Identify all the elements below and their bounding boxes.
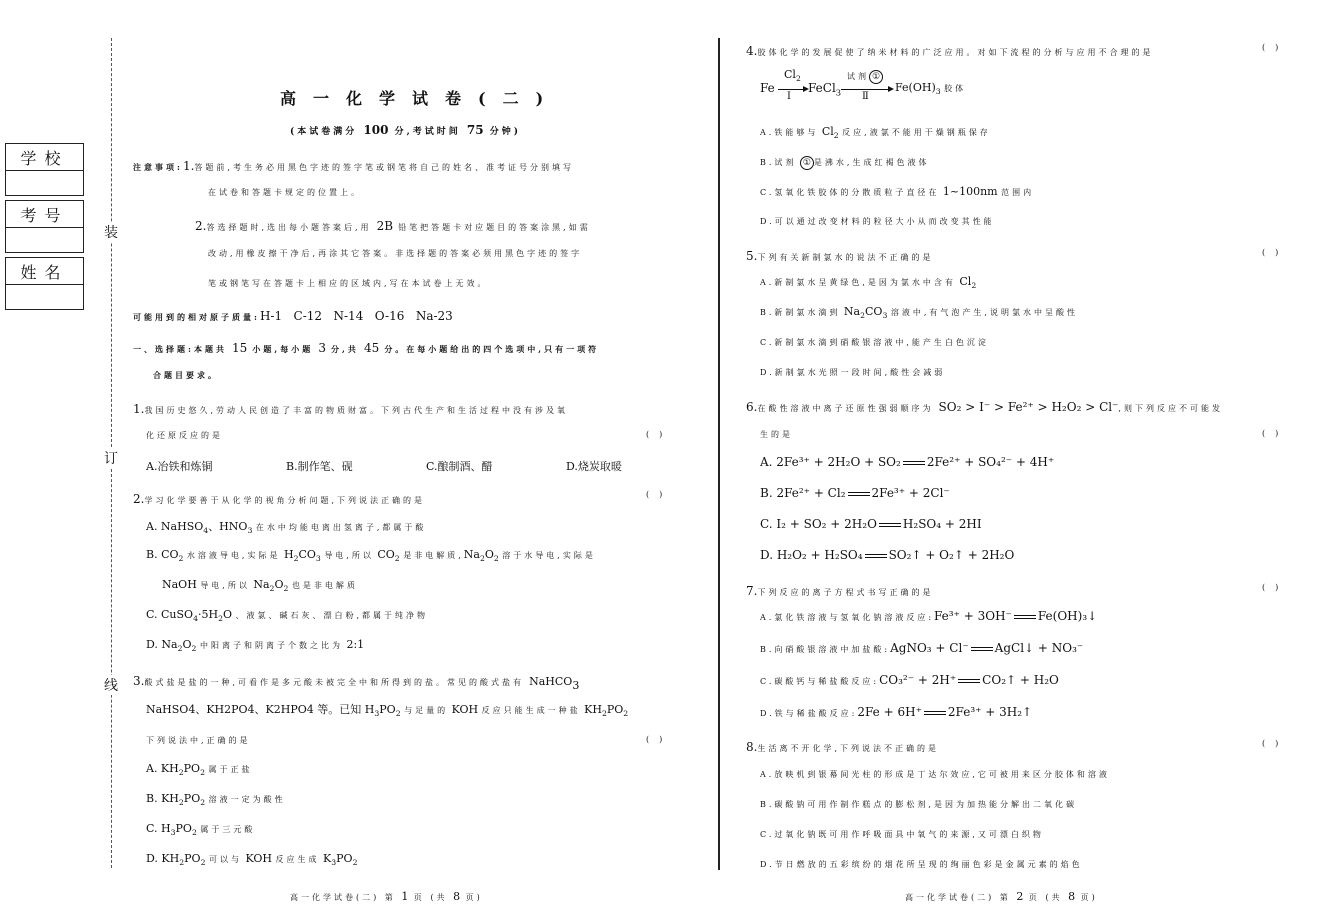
- school-field[interactable]: [6, 171, 83, 195]
- flow-reagent: 试剂 ①: [847, 70, 883, 84]
- q8-option-d[interactable]: D.节日燃放的五彩缤纷的烟花所呈现的绚丽色彩是金属元素的焰色: [760, 860, 1083, 869]
- school-label: 学校: [6, 144, 83, 171]
- q4-option-a[interactable]: A.铁能够与 $Cl_2$ 反应,液氯不能用干燥钢瓶保存: [760, 125, 991, 141]
- q6-stem-cont: 生的是: [760, 430, 793, 439]
- q4-option-d[interactable]: D.可以通过改变材料的粒径大小从而改变其性能: [760, 217, 995, 226]
- q3-option-a[interactable]: A. $KH_2PO_2$ 属于正盐: [146, 762, 253, 778]
- q5-stem: 5.下列有关新制氯水的说法不正确的是: [746, 249, 934, 263]
- flow-arrow-2-head: [888, 86, 894, 92]
- flow-fecl3: FeCl$_3$: [808, 81, 842, 98]
- footer-page-1: 高一化学试卷(二) 第 1 页 (共 8 页): [290, 890, 483, 903]
- notes-line-1: 注意事项:1.答题前,考生务必用黑色字迹的签字笔或钢笔将自己的姓名、准考证号分别填写: [133, 159, 574, 173]
- flow-arrow-1: [778, 89, 804, 90]
- q3-stem-cont-2: 下列说法中,正确的是: [146, 736, 251, 745]
- flow-step-2: Ⅱ: [862, 91, 869, 102]
- q7-option-b[interactable]: B.向硝酸银溶液中加盐酸:AgNO₃ + Cl⁻ AgCl↓ + NO₃⁻: [760, 641, 1084, 655]
- notes-line-3: 2.答选择题时,选出每小题答案后,用 2B 铅笔把答题卡对应题目的答案涂黑,如需: [195, 219, 591, 233]
- footer-page-2: 高一化学试卷(二) 第 2 页 (共 8 页): [905, 890, 1098, 903]
- q8-answer-paren[interactable]: (): [1262, 739, 1289, 748]
- page-title: 高一化学试卷(二): [280, 89, 561, 108]
- q1-option-d[interactable]: D.烧炭取暖: [566, 460, 622, 473]
- section-1-heading-cont: 合题目要求。: [153, 370, 219, 380]
- q6-option-b[interactable]: B. 2Fe²⁺ + Cl₂ 2Fe³⁺ + 2Cl⁻: [760, 486, 950, 500]
- name-label: 姓名: [6, 258, 83, 285]
- q2-option-d[interactable]: D. $Na_2O_2$ 中阳离子和阴离子个数之比为 2:1: [146, 638, 365, 654]
- q7-option-a[interactable]: A.氯化铁溶液与氢氧化钠溶液反应:Fe³⁺ + 3OH⁻ Fe(OH)₃↓: [760, 609, 1098, 623]
- name-box: [5, 257, 84, 310]
- q3-option-c[interactable]: C. $H_3PO_2$ 属于三元酸: [146, 822, 256, 838]
- q4-answer-paren[interactable]: (): [1262, 43, 1289, 52]
- q3-stem: 3.酸式盐是盐的一种,可看作是多元酸未被完全中和所得到的盐。常见的酸式盐有 NaHCO$_3$: [133, 674, 580, 693]
- binding-zhuang: 装: [104, 222, 118, 242]
- q6-option-a[interactable]: A. 2Fe³⁺ + 2H₂O + SO₂ 2Fe²⁺ + SO₄²⁻ + 4H⁺: [760, 455, 1055, 469]
- exam-no-label: 考号: [6, 201, 83, 228]
- binding-ding: 订: [104, 448, 118, 468]
- q8-stem: 8.生活离不开化学,下列说法不正确的是: [746, 740, 939, 754]
- name-field[interactable]: [6, 285, 83, 309]
- q7-option-d[interactable]: D.铁与稀盐酸反应:2Fe + 6H⁺ 2Fe³⁺ + 3H₂↑: [760, 705, 1033, 719]
- flow-arrow-2: [841, 89, 889, 90]
- atomic-masses: 可能用到的相对原子质量:H-1 C-12 N-14 O-16 Na-23: [133, 309, 453, 323]
- q2-option-a[interactable]: A. NaHSO$_4$、$HNO_3$ 在水中均能电离出氢离子,都属于酸: [146, 520, 427, 536]
- q2-option-b[interactable]: B. $CO_2$ 水溶液导电,实际是 $H_2CO_3$ 导电,所以 $CO_2$ 是非电解质$,Na_2O_2$ 溶于水导电,实际是: [146, 548, 596, 564]
- q1-option-c[interactable]: C.酿制酒、醋: [426, 460, 493, 473]
- flow-fe: Fe: [760, 81, 775, 95]
- page-subtitle: (本试卷满分 100 分,考试时间 75 分钟): [290, 123, 521, 137]
- q1-option-b[interactable]: B.制作笔、砚: [286, 460, 353, 473]
- q6-option-d[interactable]: D. H₂O₂ + H₂SO₄ SO₂↑ + O₂↑ + 2H₂O: [760, 548, 1015, 562]
- q2-stem: 2.学习化学要善于从化学的视角分析问题,下列说法正确的是: [133, 492, 425, 506]
- flow-cl2: $Cl_2$: [784, 68, 801, 84]
- q1-stem: 1.我国历史悠久,劳动人民创造了丰富的物质财富。下列古代生产和生活过程中没有涉及氧: [133, 402, 568, 416]
- binding-xian: 线: [104, 675, 118, 695]
- q8-option-b[interactable]: B.碳酸钠可用作制作糕点的膨松剂,是因为加热能分解出二氧化碳: [760, 800, 1077, 809]
- school-box: [5, 143, 84, 196]
- notes-line-5: 笔或钢笔写在答题卡上相应的区域内,写在本试卷上无效。: [208, 279, 489, 288]
- q2-option-b-cont: NaOH 导电,所以 $Na_2O_2$ 也是非电解质: [162, 578, 358, 594]
- q5-option-c[interactable]: C.新制氯水滴到硝酸银溶液中,能产生白色沉淀: [760, 338, 989, 347]
- q1-answer-paren[interactable]: (): [646, 430, 673, 439]
- q3-option-b[interactable]: B. $KH_2PO_2$ 溶液一定为酸性: [146, 792, 286, 808]
- exam-no-field[interactable]: [6, 228, 83, 252]
- q6-answer-paren[interactable]: (): [1262, 429, 1289, 438]
- notes-line-2: 在试卷和答题卡规定的位置上。: [208, 188, 362, 197]
- q5-answer-paren[interactable]: (): [1262, 248, 1289, 257]
- q1-option-a[interactable]: A.冶铁和炼铜: [146, 460, 213, 473]
- flow-product: $Fe(OH)_3$ 胶体: [895, 81, 967, 97]
- q2-answer-paren[interactable]: (): [646, 490, 673, 499]
- q4-option-c[interactable]: C.氢氧化铁胶体的分散质粒子直径在 1~100nm 范围内: [760, 185, 1035, 198]
- flow-step-1: I: [787, 91, 791, 102]
- notes-line-4: 改动,用橡皮擦干净后,再涂其它答案。非选择题的答案必须用黑色字迹的签字: [208, 249, 583, 258]
- q5-option-d[interactable]: D.新制氯水光照一段时间,酸性会减弱: [760, 368, 946, 377]
- q8-option-a[interactable]: A.放映机到银幕间光柱的形成是丁达尔效应,它可被用来区分胶体和溶液: [760, 770, 1110, 779]
- q6-option-c[interactable]: C. I₂ + SO₂ + 2H₂O H₂SO₄ + 2HI: [760, 517, 982, 531]
- q3-stem-cont: NaHSO4、KH2PO4、K2HPO4 等。已知 $H_3PO_2$ 与足量的 KOH 反应只能生成一种盐 $KH_2PO_2$: [146, 703, 629, 719]
- q6-stem: 6.在酸性溶液中离子还原性强弱顺序为 SO₂ > I⁻ > Fe²⁺ > H₂O₂ > Cl⁻,则下列反应不可能发: [746, 400, 1223, 414]
- q7-stem: 7.下列反应的离子方程式书写正确的是: [746, 584, 934, 598]
- q4-option-b[interactable]: B.试剂 ① 是沸水,生成红褐色液体: [760, 158, 930, 168]
- q1-stem-cont: 化还原反应的是: [146, 431, 223, 440]
- q4-stem: 4.胶体化学的发展促使了纳米材料的广泛应用。对如下流程的分析与应用不合理的是: [746, 44, 1154, 58]
- q2-option-c[interactable]: C. $CuSO_4\cdot 5H_2O$ 、液氯、碱石灰、漂白粉,都属于纯净物: [146, 608, 429, 624]
- q7-answer-paren[interactable]: (): [1262, 583, 1289, 592]
- q5-option-b[interactable]: B.新制氯水滴到 $Na_2CO_3$ 溶液中,有气泡产生,说明氯水中呈酸性: [760, 305, 1078, 321]
- q7-option-c[interactable]: C.碳酸钙与稀盐酸反应:CO₃²⁻ + 2H⁺ CO₂↑ + H₂O: [760, 673, 1059, 687]
- exam-no-box: [5, 200, 84, 253]
- q5-option-a[interactable]: A.新制氯水呈黄绿色,是因为氯水中含有 $Cl_2$: [760, 275, 977, 291]
- page-divider: [718, 38, 720, 870]
- q8-option-c[interactable]: C.过氧化钠既可用作呼吸面具中氧气的来源,又可漂白织物: [760, 830, 1044, 839]
- section-1-heading: 一、选择题:本题共 15 小题,每小题 3 分,共 45 分。在每小题给出的四个选项中,只有一项符: [133, 341, 600, 355]
- q3-option-d[interactable]: D. $KH_2PO_2$ 可以与 KOH 反应生成 $K_3PO_2$: [146, 852, 358, 868]
- q3-answer-paren[interactable]: (): [646, 735, 673, 744]
